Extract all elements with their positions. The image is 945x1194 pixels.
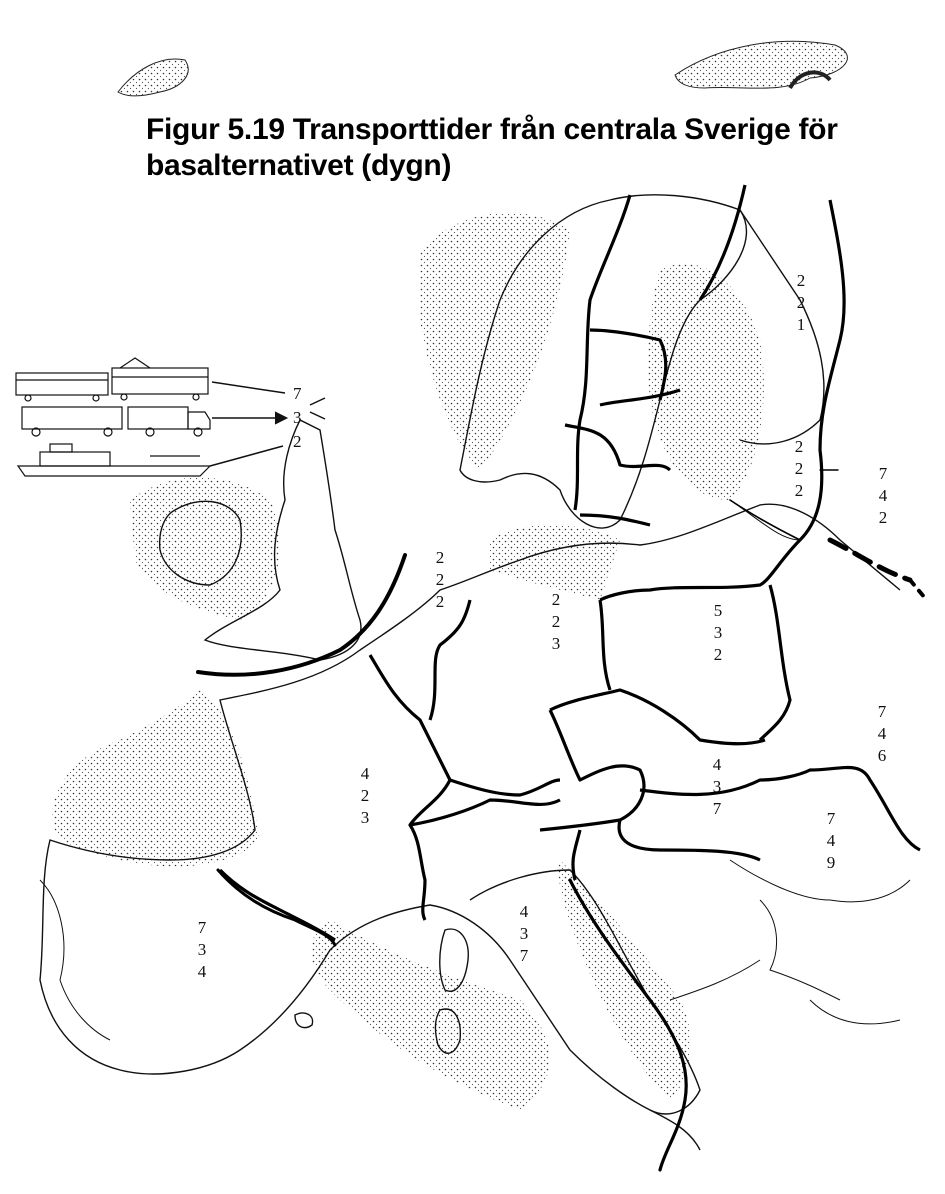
- road-days: 2: [360, 786, 370, 805]
- road-days: 3: [197, 940, 207, 959]
- map-fragment-top: [118, 41, 847, 96]
- route-russia-east-dashed-2: [910, 580, 925, 598]
- rail-days: 2: [551, 590, 561, 609]
- road-days: 3: [519, 924, 529, 943]
- road-days: 3: [712, 777, 722, 796]
- region-label-iberia: [192, 917, 212, 983]
- rail-days: 4: [360, 764, 370, 783]
- sea-days: 9: [826, 853, 836, 872]
- rail-days: 7: [197, 918, 207, 937]
- train-icon: [16, 358, 208, 401]
- border-italy-slovenia: [573, 830, 580, 880]
- legend-value-sea: 2: [293, 432, 302, 451]
- sea-days: 1: [796, 315, 806, 334]
- sea-days: 2: [878, 508, 888, 527]
- region-label-germany: [546, 589, 566, 655]
- legend-pointer-rail: [212, 382, 285, 393]
- sea-days: 7: [712, 799, 722, 818]
- sea-days: 2: [794, 481, 804, 500]
- sea-days: 6: [877, 746, 887, 765]
- ship-icon: [18, 444, 210, 476]
- road-days: 4: [877, 724, 887, 743]
- truck-icon: [22, 407, 210, 436]
- border-sweden-inner-3: [565, 425, 670, 470]
- rail-days: 2: [794, 437, 804, 456]
- legend: [16, 358, 325, 476]
- sea-days: 2: [713, 645, 723, 664]
- legend-value-road: 3: [293, 408, 302, 427]
- region-label-romania: [821, 808, 841, 874]
- coastal-stipple: [53, 213, 764, 1110]
- sea-days: 7: [519, 946, 529, 965]
- region-label-baltic: [789, 436, 809, 502]
- border-czech: [550, 690, 765, 744]
- rail-days: 7: [826, 809, 836, 828]
- rail-days: 2: [435, 548, 445, 567]
- region-label-russia: [873, 463, 893, 529]
- rail-days: 4: [712, 755, 722, 774]
- region-label-italy: [514, 901, 534, 967]
- road-days: 4: [878, 486, 888, 505]
- rail-days: 7: [878, 464, 888, 483]
- figure-title-line-2: basalternativet (dygn): [146, 149, 452, 182]
- region-label-benelux: [430, 547, 450, 613]
- border-france-switzerland: [410, 780, 450, 920]
- border-benelux: [430, 600, 470, 720]
- border-romania-south: [619, 820, 760, 860]
- border-norway-sweden: [575, 195, 630, 510]
- legend-arrow-road: [275, 412, 287, 424]
- road-days: 2: [551, 612, 561, 631]
- figure-title: [146, 112, 906, 184]
- figure-title-line-1: Figur 5.19 Transporttider från centrala Sverige för: [146, 113, 838, 146]
- sea-days: 3: [551, 634, 561, 653]
- sea-days: 3: [360, 808, 370, 827]
- region-label-france: [355, 763, 375, 829]
- sea-days: 2: [435, 592, 445, 611]
- region-label-hungary: [707, 754, 727, 820]
- region-label-ukraine: [872, 701, 892, 767]
- border-france-germany: [370, 655, 450, 780]
- balearic-coast: [295, 1013, 313, 1027]
- legend-pointer-sea: [210, 446, 283, 466]
- road-days: 3: [713, 623, 723, 642]
- rail-days: 5: [713, 601, 723, 620]
- sea-days: 4: [197, 962, 207, 981]
- region-label-finland: [791, 270, 811, 336]
- legend-bracket: [310, 398, 325, 419]
- route-finland-russia: [730, 500, 800, 540]
- route-russia-east-dashed: [830, 540, 910, 580]
- road-days: 2: [796, 293, 806, 312]
- road-days: 2: [794, 459, 804, 478]
- road-days: 2: [435, 570, 445, 589]
- region-label-poland: [708, 600, 728, 666]
- border-austria: [540, 710, 644, 830]
- legend-value-rail: 7: [293, 384, 302, 403]
- border-germany-poland: [600, 600, 610, 690]
- border-hungary: [640, 768, 920, 851]
- rail-days: 7: [877, 702, 887, 721]
- border-poland-east: [760, 585, 790, 740]
- rail-days: 4: [519, 902, 529, 921]
- rail-days: 2: [796, 271, 806, 290]
- border-germany-czech: [450, 780, 560, 795]
- road-days: 4: [826, 831, 836, 850]
